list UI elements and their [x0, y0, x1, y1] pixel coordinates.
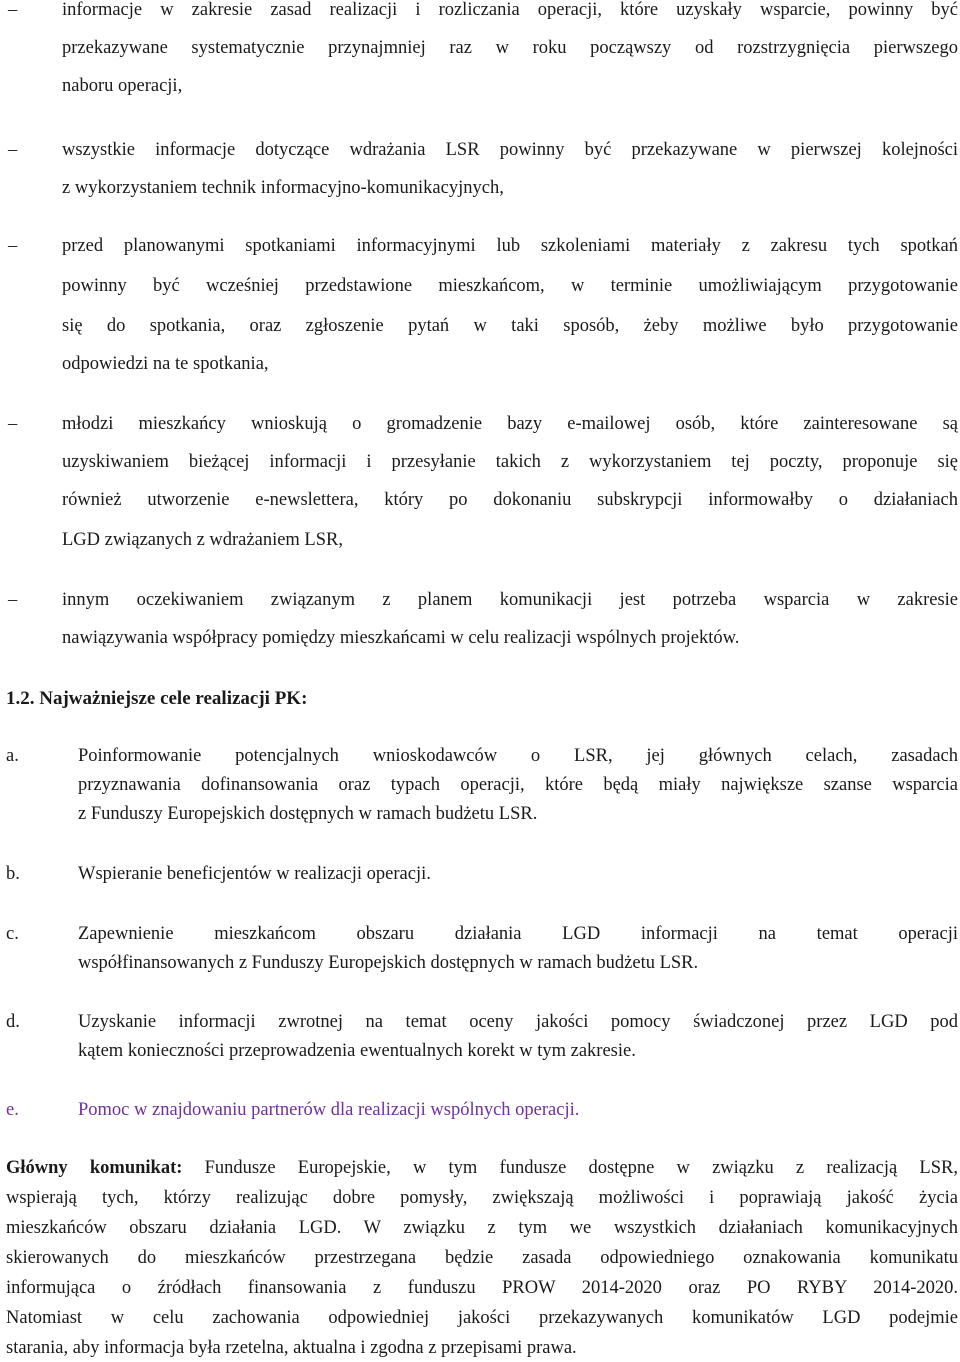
main-message-first-line: [6, 1158, 958, 1179]
bullet-line: przed planowanymi spotkaniami informacyjnymi lub szkoleniami materiały z zakresu tych spotkań: [62, 236, 958, 256]
goal-marker: d.: [6, 1012, 20, 1032]
main-message-first-text: Fundusze Europejskie, w tym fundusze dostępne w związku z realizacją LSR,: [204, 1158, 958, 1178]
bullet-line: innym oczekiwaniem związanym z planem komunikacji jest potrzeba wsparcia w zakresie: [62, 590, 958, 610]
goal-marker: a.: [6, 746, 19, 766]
goal-marker: e.: [6, 1100, 19, 1120]
bullet-line: informacje w zakresie zasad realizacji i rozliczania operacji, które uzyskały wsparcie, powinny być: [62, 0, 958, 20]
bullet-line: powinny być wcześniej przedstawione mieszkańcom, w terminie umożliwiającym przygotowanie: [62, 276, 958, 296]
dash-marker: –: [8, 140, 18, 160]
paragraph-line: wspierają tych, którzy realizując dobre pomysły, zwiększają możliwości i poprawiają jakość życia: [6, 1188, 958, 1208]
bullet-line: się do spotkania, oraz zgłoszenie pytań w taki sposób, żeby możliwe było przygotowanie: [62, 316, 958, 336]
section-heading: 1.2. Najważniejsze cele realizacji PK:: [6, 688, 308, 709]
goal-line: współfinansowanych z Funduszy Europejskich dostępnych w ramach budżetu LSR.: [78, 953, 699, 973]
bullet-line: młodzi mieszkańcy wnioskują o gromadzenie bazy e-mailowej osób, które zainteresowane są: [62, 414, 958, 434]
dash-marker: –: [8, 414, 18, 434]
goal-marker: b.: [6, 864, 20, 884]
paragraph-line: Natomiast w celu zachowania odpowiedniej jakości przekazywanych komunikatów LGD podejmie: [6, 1308, 958, 1328]
paragraph-line: mieszkańców obszaru działania LGD. W związku z tym we wszystkich działaniach komunikacyjnych: [6, 1218, 958, 1238]
main-message-label: Główny komunikat:: [6, 1158, 183, 1178]
bullet-line: LGD związanych z wdrażaniem LSR,: [62, 530, 343, 550]
bullet-line: naboru operacji,: [62, 76, 183, 96]
goal-line: Poinformowanie potencjalnych wnioskodawców o LSR, jej głównych celach, zasadach: [78, 746, 958, 766]
bullet-line: z wykorzystaniem technik informacyjno-komunikacyjnych,: [62, 178, 504, 198]
goal-line: kątem konieczności przeprowadzenia ewentualnych korekt w tym zakresie.: [78, 1041, 636, 1061]
dash-marker: –: [8, 236, 18, 256]
bullet-line: przekazywane systematycznie przynajmniej raz w roku począwszy od rozstrzygnięcia pierwszego: [62, 38, 958, 58]
bullet-line: odpowiedzi na te spotkania,: [62, 354, 269, 374]
paragraph-line: starania, aby informacja była rzetelna, aktualna i zgodna z przepisami prawa.: [6, 1338, 577, 1358]
goal-line: Zapewnienie mieszkańcom obszaru działania LGD informacji na temat operacji: [78, 924, 958, 944]
bullet-line: nawiązywania współpracy pomiędzy mieszkańcami w celu realizacji wspólnych projektów.: [62, 628, 740, 648]
goal-line: z Funduszy Europejskich dostępnych w ramach budżetu LSR.: [78, 804, 538, 824]
bullet-line: również utworzenie e-newslettera, który po dokonaniu subskrypcji informowałby o działaniach: [62, 490, 958, 510]
dash-marker: –: [8, 0, 18, 20]
goal-line: Wspieranie beneficjentów w realizacji operacji.: [78, 864, 431, 884]
goal-line: przyznawania dofinansowania oraz typach operacji, które będą miały największe szanse wsparcia: [78, 775, 958, 795]
goal-marker: c.: [6, 924, 19, 944]
dash-marker: –: [8, 590, 18, 610]
paragraph-line: skierowanych do mieszkańców przestrzegana będzie zasada odpowiedniego oznakowania komunikatu: [6, 1248, 958, 1268]
paragraph-line: informująca o źródłach finansowania z funduszu PROW 2014-2020 oraz PO RYBY 2014-2020.: [6, 1278, 958, 1298]
bullet-line: uzyskiwaniem bieżącej informacji i przesyłanie takich z wykorzystaniem tej poczty, proponuje się: [62, 452, 958, 472]
goal-line: Pomoc w znajdowaniu partnerów dla realizacji wspólnych operacji.: [78, 1100, 580, 1120]
goal-line: Uzyskanie informacji zwrotnej na temat oceny jakości pomocy świadczonej przez LGD pod: [78, 1012, 958, 1032]
bullet-line: wszystkie informacje dotyczące wdrażania LSR powinny być przekazywane w pierwszej kolejności: [62, 140, 958, 160]
